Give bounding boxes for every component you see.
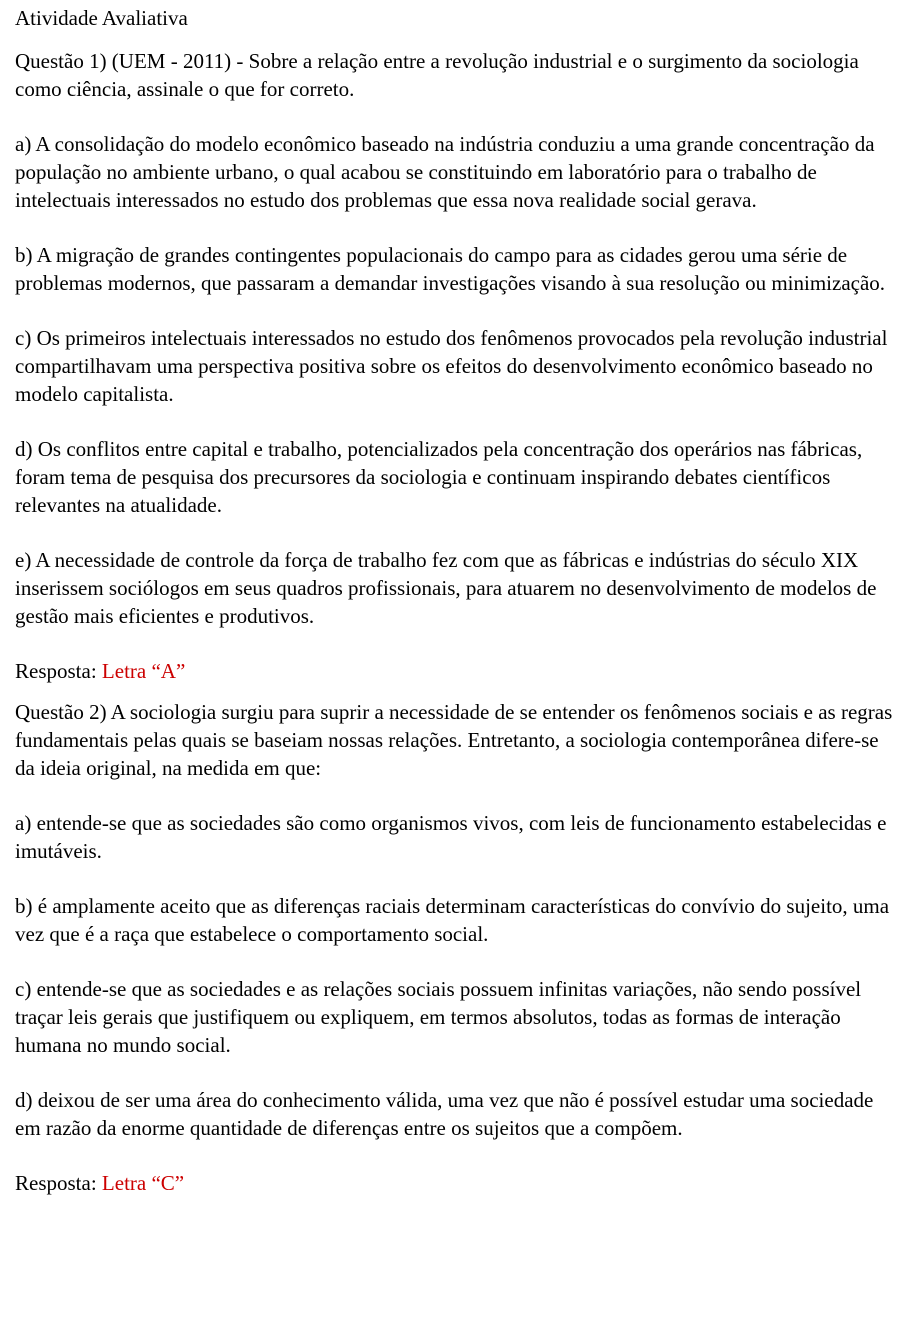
question-2-option-d: d) deixou de ser uma área do conhecimento válida, uma vez que não é possível estudar uma sociedade em razão da enorme quantidade de diferenças entre os sujeitos que a compõem. (15, 1088, 874, 1140)
question-1-option-b: b) A migração de grandes contingentes populacionais do campo para as cidades gerou uma série de problemas modernos, que passaram a demandar investigações visando à sua resolução ou minimização. (15, 243, 886, 295)
question-1-option-a: a) A consolidação do modelo econômico baseado na indústria conduziu a uma grande concentração da população no ambiente urbano, o qual acabou se constituindo em laboratório para o trabalho de intelectuais interessados no estudo dos problemas que essa nova realidade social gerava. (15, 132, 875, 212)
question-2-option-a: a) entende-se que as sociedades são como organismos vivos, com leis de funcionamento estabelecidas e imutáveis. (15, 811, 887, 863)
question-1 (15, 47, 900, 685)
question-2 (15, 698, 900, 1197)
question-1-option-d: d) Os conflitos entre capital e trabalho, potencializados pela concentração dos operários nas fábricas, foram tema de pesquisa dos precursores da sociologia e continuam inspirando debates científicos relevantes na atualidade. (15, 437, 863, 517)
question-2-answer (15, 1169, 900, 1197)
question-2-answer-value: Letra “C” (101, 1171, 185, 1195)
question-1-answer-label: Resposta: (15, 659, 97, 683)
question-1-option-e: e) A necessidade de controle da força de trabalho fez com que as fábricas e indústrias do século XIX inserissem sociólogos em seus quadros profissionais, para atuarem no desenvolvimento de modelos de gestão mais eficientes e produtivos. (15, 548, 877, 628)
question-2-answer-label: Resposta: (15, 1171, 97, 1195)
question-1-answer-value: Letra “A” (101, 659, 186, 683)
question-1-answer (15, 657, 900, 685)
question-1-prompt: Questão 1) (UEM - 2011) - Sobre a relação entre a revolução industrial e o surgimento da sociologia como ciência, assinale o que for correto. (15, 49, 859, 101)
question-2-option-c: c) entende-se que as sociedades e as relações sociais possuem infinitas variações, não sendo possível traçar leis gerais que justifiquem ou expliquem, em termos absolutos, todas as formas de interação humana no mundo social. (15, 977, 862, 1057)
question-2-prompt: Questão 2) A sociologia surgiu para suprir a necessidade de se entender os fenômenos sociais e as regras fundamentais pelas quais se baseiam nossas relações. Entretanto, a sociologia contemporânea difere-se da ideia original, na medida em que: (15, 700, 893, 780)
question-2-option-b: b) é amplamente aceito que as diferenças raciais determinam características do convívio do sujeito, uma vez que é a raça que estabelece o comportamento social. (15, 894, 890, 946)
page-title: Atividade Avaliativa (15, 6, 188, 30)
question-1-option-c: c) Os primeiros intelectuais interessados no estudo dos fenômenos provocados pela revolução industrial compartilhavam uma perspectiva positiva sobre os efeitos do desenvolvimento econômico baseado no modelo capitalista. (15, 326, 888, 406)
